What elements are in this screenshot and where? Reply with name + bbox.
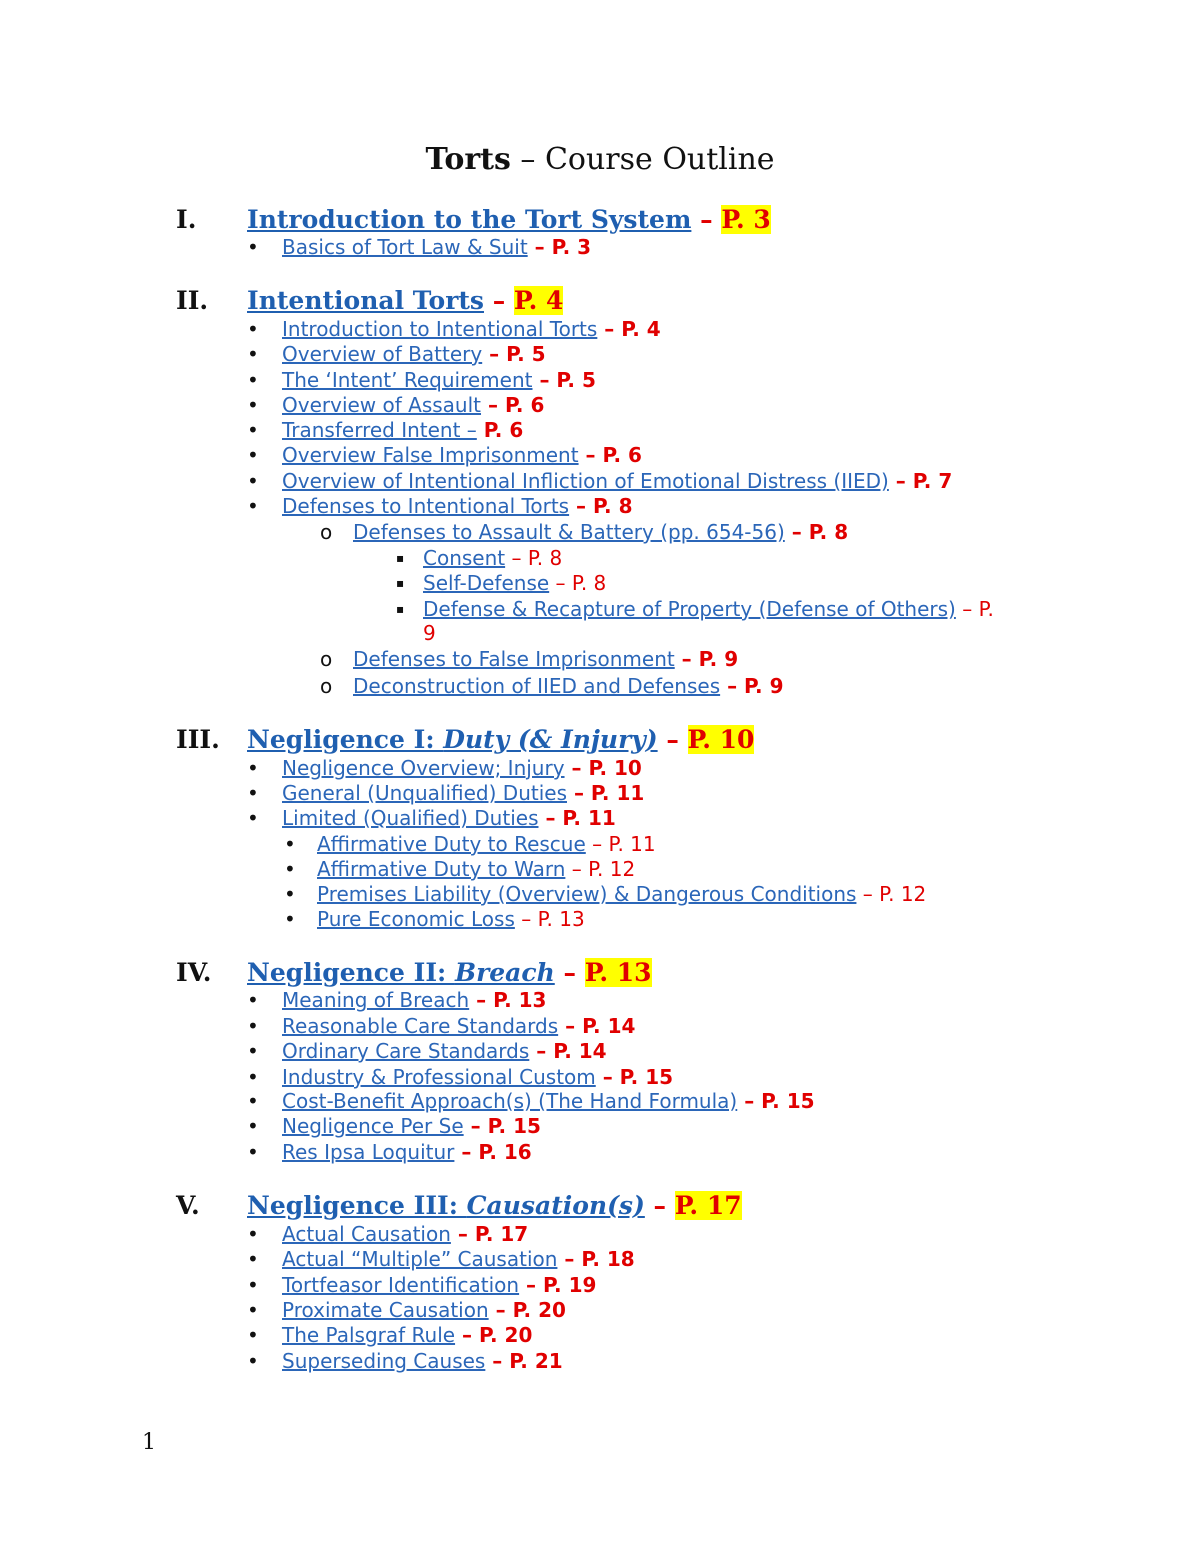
bullet-disc: • [247,418,259,442]
item-link[interactable]: Ordinary Care Standards [282,1039,530,1063]
section-heading [247,205,771,235]
list-item [282,1298,566,1322]
bullet-disc: • [247,1323,259,1347]
item-link[interactable]: Self-Defense [423,571,550,595]
bullet-disc: • [247,988,259,1012]
bullet-square: ▪ [396,602,405,616]
list-item [317,857,635,881]
item-page: – P. 3 [527,235,592,259]
section-heading [247,725,754,755]
list-item [282,1039,607,1063]
item-link[interactable]: Negligence Overview; Injury [282,756,565,780]
item-page: – P. 11 [538,806,616,830]
section-link-italic: Causation(s) [466,1191,645,1220]
list-item [282,235,591,259]
item-page: – P. 8 [549,571,607,595]
list-item [423,597,994,621]
item-page: – P. 19 [519,1273,597,1297]
item-page: – P. 15 [463,1114,541,1138]
item-page: – P. 9 [720,674,784,698]
section-link-text: Negligence II: [247,958,455,987]
item-page: – P. 15 [595,1065,674,1089]
section-number: V. [176,1191,200,1220]
item-page: – P. 8 [505,546,563,570]
bullet-disc: • [247,1298,259,1322]
list-item [353,520,848,544]
item-link[interactable]: Actual “Multiple” Causation [282,1247,558,1271]
item-page: – P. 18 [557,1247,635,1271]
list-item [282,1349,563,1373]
list-item [282,393,544,417]
list-item [282,988,546,1012]
item-link[interactable]: Overview of Battery [282,342,483,366]
section-link[interactable] [247,1191,645,1220]
item-link[interactable]: Limited (Qualified) Duties [282,806,539,830]
bullet-disc: • [247,368,259,392]
list-item [282,494,632,518]
item-page: – P. 4 [597,317,661,341]
bullet-disc: • [247,756,259,780]
bullet-disc: • [247,1222,259,1246]
item-page: – P. 21 [485,1349,563,1373]
item-link[interactable]: Overview of Assault [282,393,482,417]
item-link[interactable]: Affirmative Duty to Warn [317,857,566,881]
item-page: – P. 16 [454,1140,532,1164]
item-link[interactable]: Pure Economic Loss [317,907,515,931]
list-item [282,756,642,780]
section-link[interactable] [247,958,555,987]
bullet-disc: • [247,1247,259,1271]
list-item [282,1273,596,1297]
section-number: IV. [176,958,212,987]
bullet-disc: • [247,317,259,341]
bullet-disc: • [247,393,259,417]
bullet-disc: • [247,443,259,467]
section-link[interactable]: Intentional Torts [247,286,484,315]
section-page: P. 17 [674,1191,742,1220]
bullet-disc: • [247,1039,259,1063]
item-page-continued: 9 [423,621,436,645]
list-item [282,342,546,366]
item-link[interactable]: Defenses to Assault & Battery (pp. 654-56) [353,520,785,544]
bullet-disc: • [284,882,296,906]
item-link[interactable]: Actual Causation [282,1222,451,1246]
item-page: P. 6 [476,418,524,442]
item-page: – P. 5 [532,368,596,392]
list-item [282,1089,815,1113]
section-link-italic: Breach [454,958,555,987]
section-number: I. [176,205,197,234]
list-item [282,469,952,493]
section-link[interactable]: Introduction to the Tort System [247,205,692,234]
list-item [282,317,661,341]
item-link[interactable]: The Palsgraf Rule [282,1323,456,1347]
section-dash: – [644,1191,675,1220]
item-page: – P. 9 [674,647,739,671]
bullet-disc: • [247,235,259,259]
item-link[interactable]: Superseding Causes [282,1349,486,1373]
item-link[interactable]: Transferred Intent – [282,418,477,442]
bullet-square: ▪ [396,576,405,590]
list-item [282,781,644,805]
section-dash: – [657,725,688,754]
title-bold: Torts [425,142,511,177]
item-page: – P. 20 [488,1298,566,1322]
list-item [282,443,642,467]
section-page: P. 3 [721,205,771,234]
item-page: – P. 12 [565,857,636,881]
item-link[interactable]: Defenses to Intentional Torts [282,494,570,518]
bullet-disc: • [284,857,296,881]
section-page: P. 4 [513,286,564,315]
list-item [282,1140,532,1164]
item-link[interactable]: Affirmative Duty to Rescue [317,832,586,856]
item-page: – P. 6 [481,393,545,417]
item-link[interactable]: General (Unqualified) Duties [282,781,567,805]
item-page: – P. 14 [529,1039,607,1063]
list-item [282,418,523,442]
bullet-circle: o [320,674,333,698]
list-item [282,1065,673,1089]
section-dash: – [554,958,585,987]
page-title [0,140,1200,180]
item-link[interactable]: Tortfeasor Identification [282,1273,520,1297]
item-link[interactable]: Premises Liability (Overview) & Dangerous Conditions [317,882,857,906]
item-link[interactable]: Proximate Causation [282,1298,489,1322]
list-item [317,882,926,906]
item-page: – P. 13 [469,988,547,1012]
item-link[interactable]: Overview of Intentional Infliction of Emotional Distress (IIED) [282,469,889,493]
item-link[interactable]: Defenses to False Imprisonment [353,647,675,671]
item-link[interactable]: Consent [423,546,506,570]
list-item [317,907,585,931]
section-page: P. 13 [584,958,652,987]
section-page: P. 10 [687,725,755,754]
item-page: – P. 14 [558,1014,636,1038]
item-page: – P. 6 [578,443,642,467]
bullet-disc: • [247,781,259,805]
item-link[interactable]: Cost-Benefit Approach(s) (The Hand Formula) [282,1089,738,1113]
section-link[interactable] [247,725,658,754]
list-item [282,806,616,830]
item-page: – P. [955,597,994,621]
item-page: – P. 8 [569,494,633,518]
item-page: – P. 12 [856,882,927,906]
section-dash: – [484,286,514,315]
bullet-disc: • [247,342,259,366]
section-heading [247,286,563,316]
bullet-disc: • [247,1114,259,1138]
bullet-disc: • [247,1065,259,1089]
item-page: – P. 7 [888,469,953,493]
item-page: – P. 8 [784,520,849,544]
bullet-disc: • [247,806,259,830]
list-item [282,1114,541,1138]
item-page: – P. 20 [455,1323,533,1347]
bullet-disc: • [247,1349,259,1373]
section-link-text: Negligence III: [247,1191,467,1220]
list-item [423,546,562,570]
bullet-disc: • [284,832,296,856]
section-dash: – [691,205,722,234]
item-page: – P. 15 [737,1089,815,1113]
item-page: – P. 5 [482,342,546,366]
list-item [423,571,606,595]
item-link[interactable]: Industry & Professional Custom [282,1065,596,1089]
item-link[interactable]: Reasonable Care Standards [282,1014,559,1038]
item-page: – P. 17 [450,1222,529,1246]
title-rest: – Course Outline [510,142,775,177]
list-item [353,674,784,698]
section-number: II. [176,286,209,315]
list-item [282,368,596,392]
item-link[interactable]: Basics of Tort Law & Suit [282,235,528,259]
bullet-disc: • [247,1014,259,1038]
list-item [282,1222,528,1246]
section-heading [247,1191,742,1221]
bullet-disc: • [247,494,259,518]
bullet-circle: o [320,647,333,671]
item-link[interactable]: Negligence Per Se [282,1114,464,1138]
bullet-circle: o [320,520,333,544]
section-number: III. [176,725,220,754]
list-item [282,1323,532,1347]
section-link-text: Negligence I: [247,725,444,754]
item-link[interactable]: Meaning of Breach [282,988,470,1012]
list-item [282,1014,635,1038]
item-page: – P. 11 [567,781,645,805]
item-page: – P. 13 [514,907,585,931]
page-number: 1 [142,1430,156,1455]
bullet-disc: • [247,1089,259,1113]
bullet-disc: • [284,907,296,931]
item-link[interactable]: The ‘Intent’ Requirement [282,368,533,392]
item-link[interactable]: Deconstruction of IIED and Defenses [353,674,721,698]
item-link[interactable]: Introduction to Intentional Torts [282,317,598,341]
section-link-italic: Duty (& Injury) [443,725,658,754]
bullet-disc: • [247,1273,259,1297]
item-page: – P. 11 [585,832,656,856]
bullet-square: ▪ [396,551,405,565]
item-link[interactable]: Defense & Recapture of Property (Defense of Others) [423,597,956,621]
list-item [282,1247,635,1271]
list-item [317,832,656,856]
section-heading [247,958,652,988]
item-link[interactable]: Overview False Imprisonment [282,443,579,467]
item-link[interactable]: Res Ipsa Loquitur [282,1140,455,1164]
item-page: – P. 10 [564,756,642,780]
list-item [353,647,738,671]
bullet-disc: • [247,1140,259,1164]
bullet-disc: • [247,469,259,493]
